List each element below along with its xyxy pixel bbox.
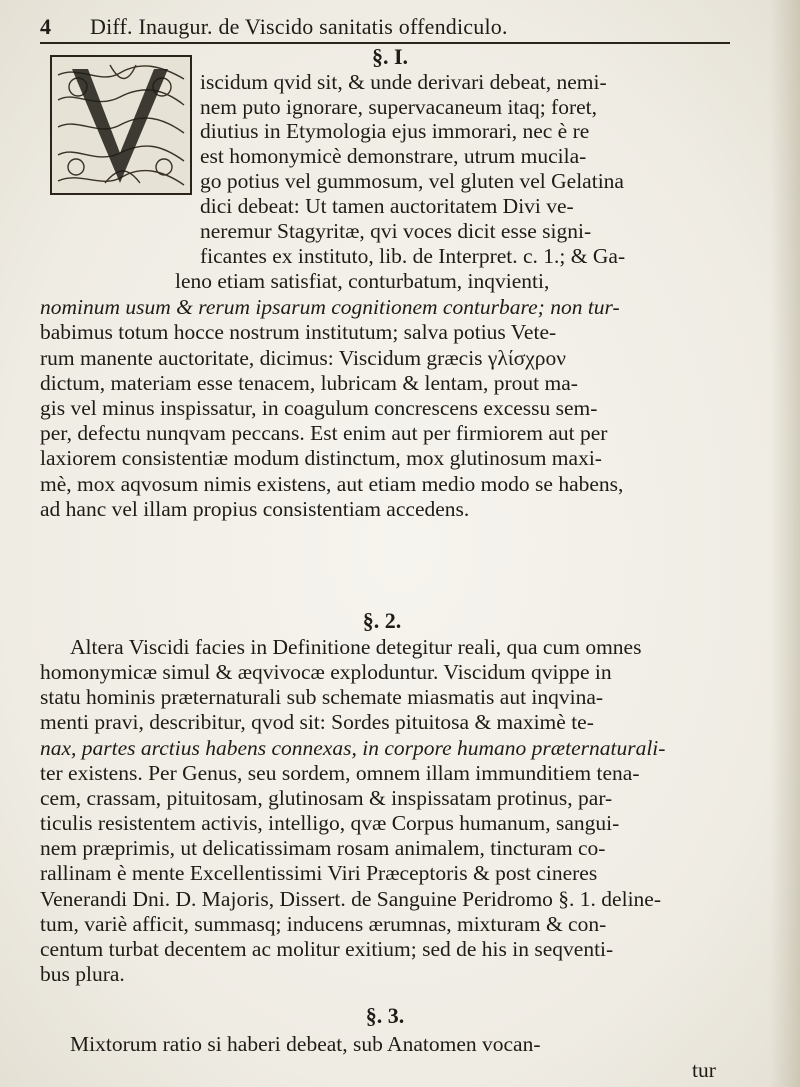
text-line: statu hominis præternaturali sub schemate miasmatis aut inqvina- xyxy=(40,685,604,709)
running-head: Diff. Inaugur. de Viscido sanitatis offendiculo. xyxy=(90,14,508,39)
text-line: diutius in Etymologia ejus immorari, nec è re xyxy=(200,119,590,143)
text-line: ad hanc vel illam propius consistentiam accedens. xyxy=(40,497,470,521)
text-line: go potius vel gummosum, vel gluten vel Gelatina xyxy=(200,169,624,193)
text-line: Venerandi Dni. D. Majoris, Dissert. de Sanguine Peridromo §. 1. deline- xyxy=(40,887,661,911)
text-line: nominum usum & rerum ipsarum cognitionem conturbare; non tur- xyxy=(40,295,620,319)
section-heading-2: §. 2. xyxy=(362,608,402,633)
text-line: centum turbat decentem ac molitur exitium; sed de his in seqventi- xyxy=(40,937,614,961)
page-header xyxy=(40,12,730,40)
text-line: ticulis resistentem activis, intelligo, qvæ Corpus humanum, sangui- xyxy=(40,811,620,835)
text-line: nax, partes arctius habens connexas, in corpore humano præternaturali- xyxy=(40,736,666,760)
text-line: laxiorem consistentiæ modum distinctum, mox glutinosum maxi- xyxy=(40,446,602,470)
text-line: ficantes ex instituto, lib. de Interpret. c. 1.; & Ga- xyxy=(200,244,626,268)
text-line: tur xyxy=(692,1058,716,1082)
text-line: rum manente auctoritate, dicimus: Viscidum græcis γλίσχρον xyxy=(40,346,566,370)
text-line: est homonymicè demonstrare, utrum mucila- xyxy=(200,144,587,168)
text-line: tum, variè afficit, summasq; inducens ærumnas, mixturam & con- xyxy=(40,912,607,936)
page-number: 4 xyxy=(40,14,51,39)
text-line: rallinam è mente Excellentissimi Viri Præceptoris & post cineres xyxy=(40,861,598,885)
text-line: bus plura. xyxy=(40,962,125,986)
text-line: babimus totum hocce nostrum institutum; salva potius Vete- xyxy=(40,320,557,344)
text-line: Altera Viscidi facies in Definitione detegitur reali, qua cum omnes xyxy=(70,635,642,659)
text-line: ter existens. Per Genus, seu sordem, omnem illam immunditiem tena- xyxy=(40,761,640,785)
section-heading-3: §. 3. xyxy=(365,1003,405,1028)
text-line: Mixtorum ratio si haberi debeat, sub Anatomen vocan- xyxy=(70,1032,541,1056)
page-edge-shadow xyxy=(770,0,800,1087)
decorated-initial-letter xyxy=(50,55,192,195)
text-line: leno etiam satisfiat, conturbatum, inqvienti, xyxy=(175,269,550,293)
text-line: per, defectu nunqvam peccans. Est enim aut per firmiorem aut per xyxy=(40,421,608,445)
text-line: neremur Stagyritæ, qvi voces dicit esse signi- xyxy=(200,219,592,243)
text-line: homonymicæ simul & æqvivocæ exploduntur. Viscidum qvippe in xyxy=(40,660,612,684)
text-line: cem, crassam, pituitosam, glutinosam & inspissatam protinus, par- xyxy=(40,786,613,810)
text-line: dici debeat: Ut tamen auctoritatem Divi ve- xyxy=(200,194,574,218)
text-line: nem præprimis, ut delicatissimam rosam animalem, tincturam co- xyxy=(40,836,606,860)
text-line: menti pravi, describitur, qvod sit: Sordes pituitosa & maximè te- xyxy=(40,710,594,734)
text-line: dictum, materiam esse tenacem, lubricam & lentam, prout ma- xyxy=(40,371,578,395)
text-line: nem puto ignorare, supervacaneum itaq; foret, xyxy=(200,95,598,119)
text-line: gis vel minus inspissatur, in coagulum concrescens excessu sem- xyxy=(40,396,598,420)
section-heading-1: §. I. xyxy=(371,44,409,69)
text-line: mè, mox aqvosum nimis existens, aut etiam medio modo se habens, xyxy=(40,472,624,496)
text-line: iscidum qvid sit, & unde derivari debeat, nemi- xyxy=(200,70,607,94)
